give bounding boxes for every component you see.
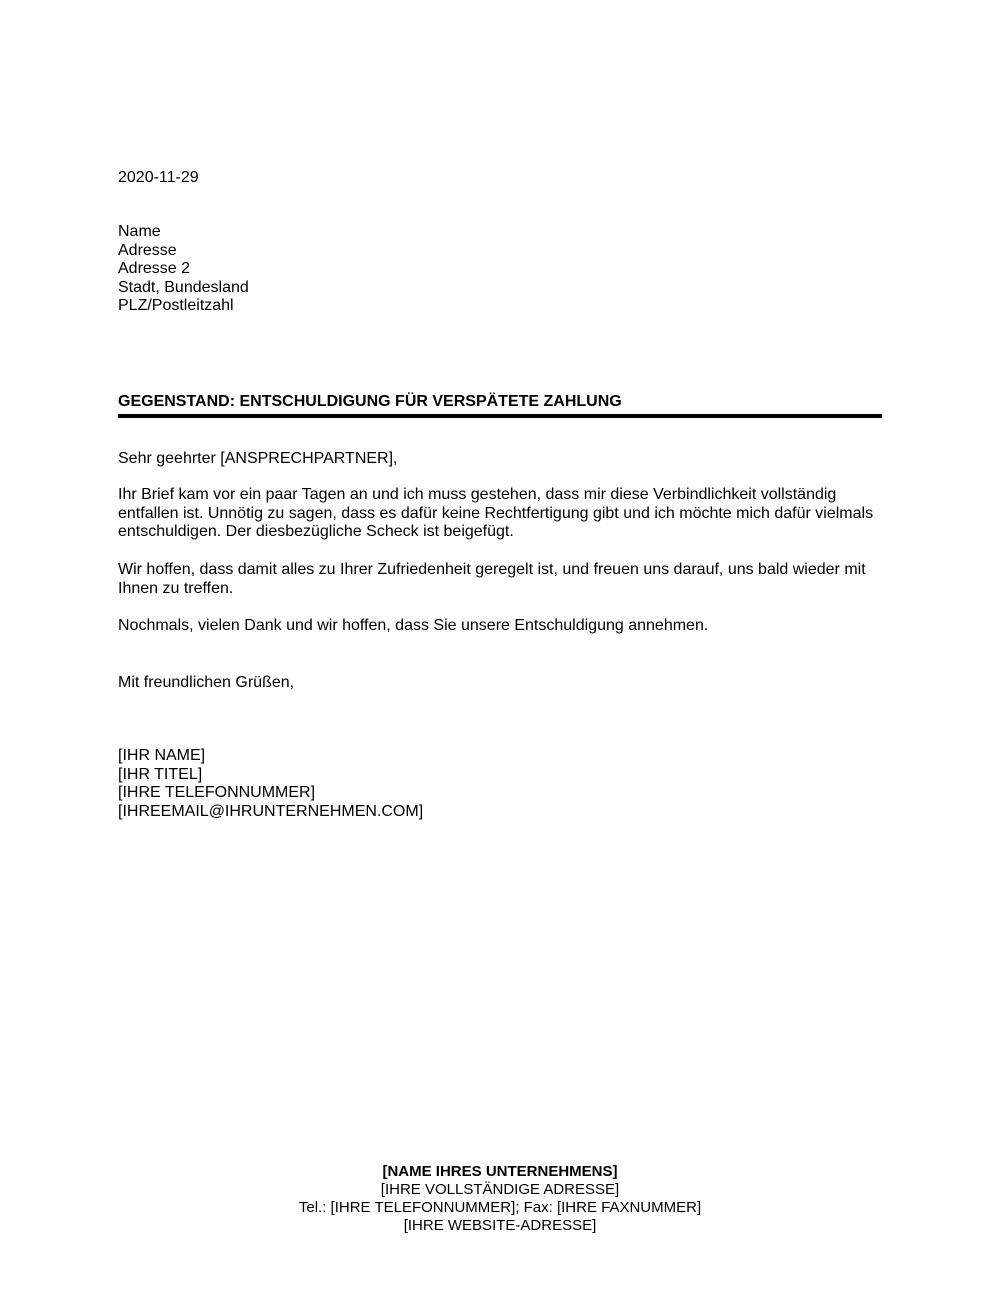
company-footer (0, 1163, 1000, 1235)
signature-block (118, 747, 423, 822)
body-paragraph: Wir hoffen, dass damit alles zu Ihrer Zufriedenheit geregelt ist, und freuen uns darauf, uns bald wieder mit Ihnen zu treffen. (118, 561, 866, 597)
footer-address: [IHRE VOLLSTÄNDIGE ADRESSE] (380, 1181, 620, 1198)
subject-divider (118, 414, 882, 418)
letter-subject: GEGENSTAND: ENTSCHULDIGUNG FÜR VERSPÄTETE ZAHLUNG (118, 393, 622, 410)
letter-closing: Mit freundlichen Grüßen, (118, 674, 295, 691)
body-paragraph: Ihr Brief kam vor ein paar Tagen an und ich muss gestehen, dass mir diese Verbindlichkeit vollständig entfallen ist. Unnötig zu sagen, dass es dafür keine Rechtfertigung gibt und ich möchte mich dafür vielmals entschuldigen. Der diesbezügliche Scheck ist beigefügt. (118, 486, 874, 541)
letter-date: 2020-11-29 (118, 169, 199, 186)
recipient-address-block (118, 223, 249, 316)
body-paragraph: Nochmals, vielen Dank und wir hoffen, dass Sie unsere Entschuldigung annehmen. (118, 617, 709, 634)
signature-name: [IHR NAME] (118, 747, 206, 764)
recipient-name: Name (118, 223, 161, 240)
signature-title: [IHR TITEL] (118, 765, 203, 783)
footer-website: [IHRE WEBSITE-ADRESSE] (403, 1217, 597, 1234)
signature-phone: [IHRE TELEFONNUMMER] (118, 784, 316, 802)
signature-email: [IHREEMAIL@IHRUNTERNEHMEN.COM] (118, 803, 424, 821)
recipient-city-state: Stadt, Bundesland (118, 278, 249, 296)
letter-salutation: Sehr geehrter [ANSPRECHPARTNER], (118, 450, 398, 467)
recipient-postal-code: PLZ/Postleitzahl (118, 297, 234, 315)
footer-company-name: [NAME IHRES UNTERNEHMENS] (382, 1163, 618, 1180)
recipient-address-line-1: Adresse (118, 241, 177, 259)
footer-contact: Tel.: [IHRE TELEFONNUMMER]; Fax: [IHRE FAXNUMMER] (298, 1199, 702, 1216)
recipient-address-line-2: Adresse 2 (118, 260, 191, 278)
